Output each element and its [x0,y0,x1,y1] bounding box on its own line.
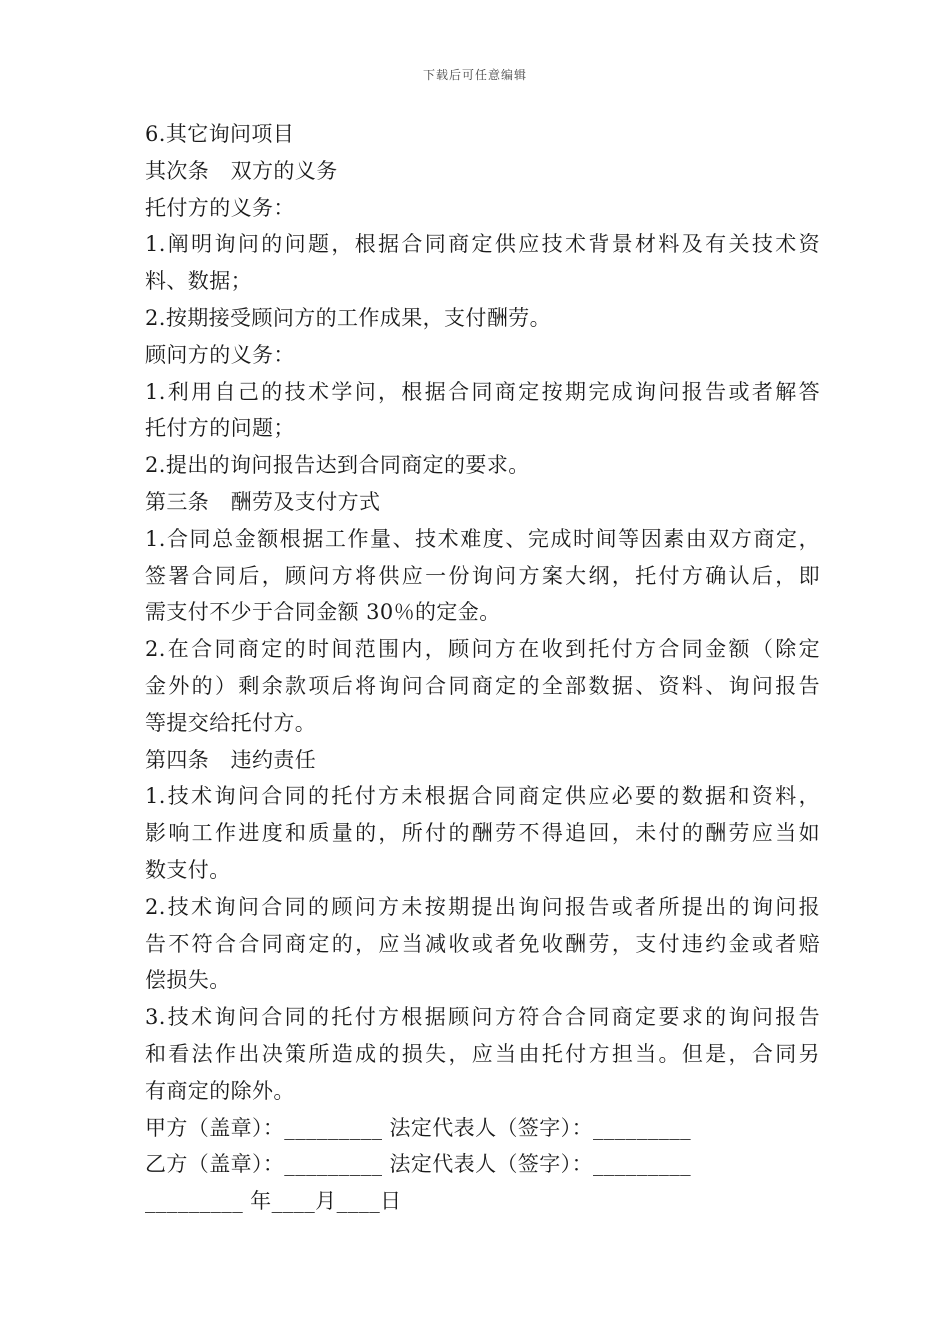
document-line: 其次条 双方的义务 [145,158,338,183]
document-line: 和看法作出决策所造成的损失，应当由托付方担当。但是，合同另 [145,1041,820,1066]
document-line: 第四条 违约责任 [145,747,317,772]
document-line: 2.技术询问合同的顾问方未按期提出询问报告或者所提出的询问报 [145,894,820,919]
document-line: 告不符合合同商定的，应当减收或者免收酬劳，支付违约金或者赔 [145,931,820,956]
document-line: 2.在合同商定的时间范围内，顾问方在收到托付方合同金额（除定 [145,637,820,662]
document-line: 托付方的问题； [145,416,295,441]
document-line: 6.其它询问项目 [145,122,295,146]
document-line: 等提交给托付方。 [145,710,317,735]
document-line: _________ 年____月____日 [145,1189,402,1214]
page-header: 下载后可任意编辑 [422,68,527,82]
document-line: 甲方（盖章）：_________ 法定代表人（签字）：_________ [145,1115,692,1140]
document-line: 2.按期接受顾问方的工作成果，支付酬劳。 [145,305,552,330]
document-line: 需支付不少于合同金额 30％的定金。 [145,600,501,625]
document-body [145,116,820,1220]
document-line: 第三条 酬劳及支付方式 [145,489,381,514]
document-line: 影响工作进度和质量的，所付的酬劳不得追回，未付的酬劳应当如 [145,821,820,846]
document-line: 3.技术询问合同的托付方根据顾问方符合合同商定要求的询问报告 [145,1005,820,1030]
document-line: 托付方的义务： [145,195,295,220]
document-line: 1.技术询问合同的托付方未根据合同商定供应必要的数据和资料， [145,784,820,809]
document-line: 顾问方的义务： [145,342,295,367]
document-line: 签署合同后，顾问方将供应一份询问方案大纲，托付方确认后，即 [145,563,820,588]
document-line: 有商定的除外。 [145,1078,295,1103]
document-line: 1.阐明询问的问题，根据合同商定供应技术背景材料及有关技术资 [145,232,820,257]
document-line: 料、数据； [145,269,252,294]
document-line: 1.合同总金额根据工作量、技术难度、完成时间等因素由双方商定， [145,526,820,551]
document-line: 数支付。 [145,857,231,882]
document-line: 2.提出的询问报告达到合同商定的要求。 [145,453,530,478]
document-line: 金外的）剩余款项后将询问合同商定的全部数据、资料、询问报告 [145,673,820,698]
document-line: 1.利用自己的技术学问，根据合同商定按期完成询问报告或者解答 [145,379,820,404]
document-line: 乙方（盖章）：_________ 法定代表人（签字）：_________ [145,1152,692,1177]
document-line: 偿损失。 [145,968,231,993]
